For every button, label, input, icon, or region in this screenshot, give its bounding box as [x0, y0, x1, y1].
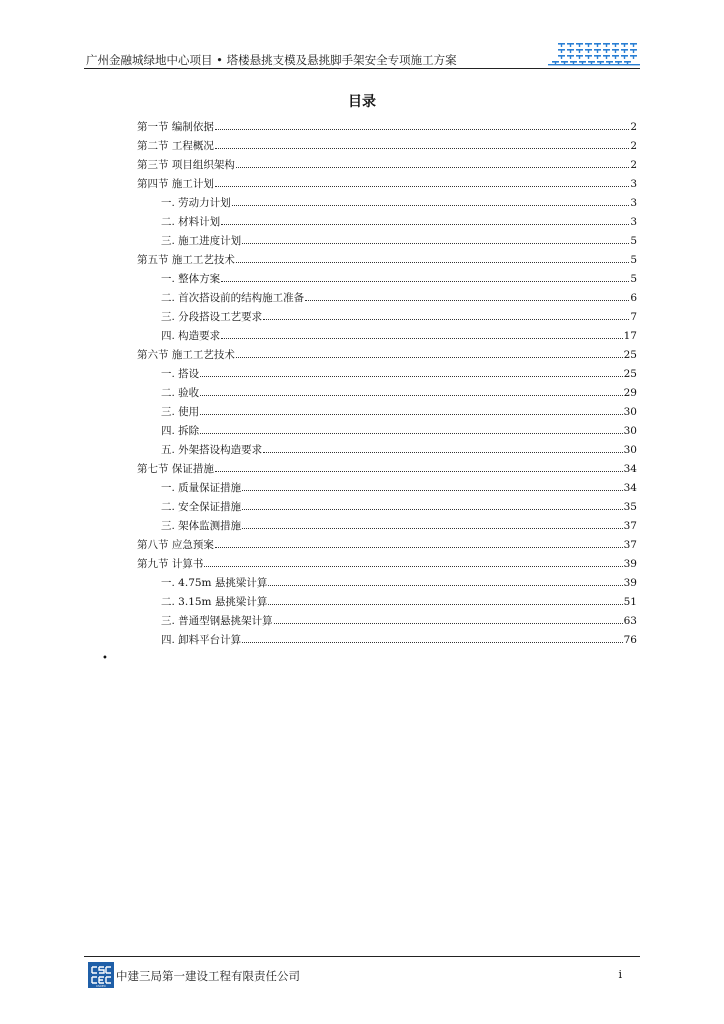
toc-entry-label: 第八节 应急预案 [137, 539, 214, 551]
company-logo-icon [548, 40, 640, 66]
toc-entry-page: 51 [623, 596, 637, 608]
toc-entry-label: 二. 安全保证措施 [161, 501, 242, 513]
toc-entry-page: 6 [630, 292, 637, 304]
toc-entry-label: 四. 拆除 [161, 425, 200, 437]
toc-entry[interactable] [137, 440, 637, 459]
page-header [84, 38, 640, 69]
toc-entry[interactable] [137, 592, 637, 611]
toc-entry-label: 一. 质量保证措施 [161, 482, 242, 494]
toc-entry[interactable] [137, 497, 637, 516]
toc-leader-dots [236, 250, 629, 263]
toc-leader-dots [268, 592, 622, 605]
toc-entry-page: 17 [623, 330, 637, 342]
toc-entry[interactable] [137, 573, 637, 592]
toc-entry[interactable] [137, 250, 637, 269]
toc-leader-dots [236, 155, 629, 168]
toc-entry[interactable] [137, 402, 637, 421]
toc-entry-page: 30 [623, 444, 637, 456]
toc-entry-label: 第一节 编制依据 [137, 121, 214, 133]
toc-entry[interactable] [137, 383, 637, 402]
toc-leader-dots [200, 364, 622, 377]
toc-entry[interactable] [137, 136, 637, 155]
toc-entry-label: 五. 外架搭设构造要求 [161, 444, 263, 456]
toc-entry-page: 2 [630, 121, 637, 133]
toc-entry-label: 四. 构造要求 [161, 330, 221, 342]
footer-page-number: i [618, 968, 622, 981]
toc-leader-dots [263, 307, 629, 320]
toc-entry-page: 35 [623, 501, 637, 513]
toc-entry[interactable] [137, 535, 637, 554]
toc-entry-label: 二. 材料计划 [161, 216, 221, 228]
toc-entry-page: 29 [623, 387, 637, 399]
toc-entry-label: 一. 整体方案 [161, 273, 221, 285]
toc-leader-dots [232, 193, 630, 206]
page-footer [84, 956, 640, 991]
toc-entry-page: 3 [630, 197, 637, 209]
cscec-logo-icon [88, 962, 114, 988]
toc-entry-label: 第四节 施工计划 [137, 178, 214, 190]
toc-entry-label: 二. 验收 [161, 387, 200, 399]
toc-leader-dots [274, 611, 623, 624]
toc-leader-dots [200, 421, 622, 434]
empty-bullet: • [102, 653, 108, 664]
toc-entry[interactable] [137, 630, 637, 649]
toc-leader-dots [215, 535, 623, 548]
toc-entry-label: 三. 普通型钢悬挑架计算 [161, 615, 273, 627]
toc-entry[interactable] [137, 117, 637, 136]
toc-entry-label: 第九节 计算书 [137, 558, 204, 570]
toc-leader-dots [221, 212, 629, 225]
toc-entry-label: 一. 搭设 [161, 368, 200, 380]
toc-entry-page: 39 [623, 558, 637, 570]
toc-entry-page: 37 [623, 520, 637, 532]
toc-leader-dots [305, 288, 629, 301]
toc-entry-page: 25 [623, 349, 637, 361]
toc-entry-page: 2 [630, 159, 637, 171]
toc-entry-page: 63 [623, 615, 637, 627]
footer-company-name: 中建三局第一建设工程有限责任公司 [116, 969, 300, 983]
toc-entry[interactable] [137, 288, 637, 307]
toc-entry[interactable] [137, 269, 637, 288]
toc-entry-page: 3 [630, 216, 637, 228]
toc-entry[interactable] [137, 193, 637, 212]
toc-leader-dots [242, 231, 629, 244]
toc-entry-label: 第三节 项目组织架构 [137, 159, 235, 171]
toc-leader-dots [242, 630, 622, 643]
toc-entry[interactable] [137, 459, 637, 478]
toc-entry[interactable] [137, 516, 637, 535]
toc-entry-label: 一. 4.75m 悬挑梁计算 [161, 577, 268, 589]
toc-entry-label: 三. 架体监测措施 [161, 520, 242, 532]
toc-entry-label: 四. 卸料平台计算 [161, 634, 242, 646]
toc-entry[interactable] [137, 326, 637, 345]
toc-entry[interactable] [137, 364, 637, 383]
toc-entry-page: 30 [623, 425, 637, 437]
toc-entry[interactable] [137, 212, 637, 231]
toc-entry-page: 5 [630, 273, 637, 285]
toc-entry-label: 三. 使用 [161, 406, 200, 418]
toc-entry[interactable] [137, 554, 637, 573]
toc-entry-label: 第二节 工程概况 [137, 140, 214, 152]
table-of-contents [137, 117, 637, 649]
toc-entry-label: 三. 分段搭设工艺要求 [161, 311, 263, 323]
toc-entry-label: 二. 首次搭设前的结构施工准备 [161, 292, 305, 304]
toc-leader-dots [242, 478, 622, 491]
toc-entry[interactable] [137, 174, 637, 193]
toc-entry-label: 第五节 施工工艺技术 [137, 254, 235, 266]
toc-leader-dots [263, 440, 622, 453]
footer-logo-text: CSCEC [95, 984, 107, 988]
toc-leader-dots [242, 516, 622, 529]
toc-entry-label: 一. 劳动力计划 [161, 197, 231, 209]
toc-leader-dots [236, 345, 623, 358]
toc-leader-dots [221, 269, 629, 282]
toc-leader-dots [268, 573, 622, 586]
toc-entry-page: 3 [630, 178, 637, 190]
toc-leader-dots [242, 497, 622, 510]
toc-leader-dots [200, 402, 622, 415]
toc-entry[interactable] [137, 231, 637, 250]
toc-entry-page: 2 [630, 140, 637, 152]
toc-leader-dots [204, 554, 622, 567]
toc-leader-dots [215, 136, 629, 149]
toc-entry[interactable] [137, 478, 637, 497]
toc-heading: 目录 [348, 94, 376, 110]
toc-leader-dots [221, 326, 622, 339]
toc-entry-page: 37 [623, 539, 637, 551]
toc-leader-dots [215, 117, 629, 130]
toc-entry-page: 5 [630, 235, 637, 247]
toc-leader-dots [215, 174, 629, 187]
toc-entry-page: 76 [623, 634, 637, 646]
toc-entry-label: 三. 施工进度计划 [161, 235, 242, 247]
toc-entry[interactable] [137, 307, 637, 326]
toc-entry-page: 25 [623, 368, 637, 380]
toc-entry-page: 30 [623, 406, 637, 418]
toc-entry[interactable] [137, 421, 637, 440]
toc-entry-label: 二. 3.15m 悬挑梁计算 [161, 596, 268, 608]
toc-entry-label: 第六节 施工工艺技术 [137, 349, 235, 361]
toc-entry-page: 39 [623, 577, 637, 589]
toc-entry[interactable] [137, 611, 637, 630]
toc-entry[interactable] [137, 345, 637, 364]
toc-entry[interactable] [137, 155, 637, 174]
toc-entry-page: 7 [630, 311, 637, 323]
toc-entry-page: 5 [630, 254, 637, 266]
toc-leader-dots [215, 459, 623, 472]
header-title: 广州金融城绿地中心项目 • 塔楼悬挑支模及悬挑脚手架安全专项施工方案 [86, 53, 457, 67]
toc-leader-dots [200, 383, 622, 396]
toc-entry-page: 34 [623, 482, 637, 494]
toc-entry-page: 34 [623, 463, 637, 475]
toc-entry-label: 第七节 保证措施 [137, 463, 214, 475]
